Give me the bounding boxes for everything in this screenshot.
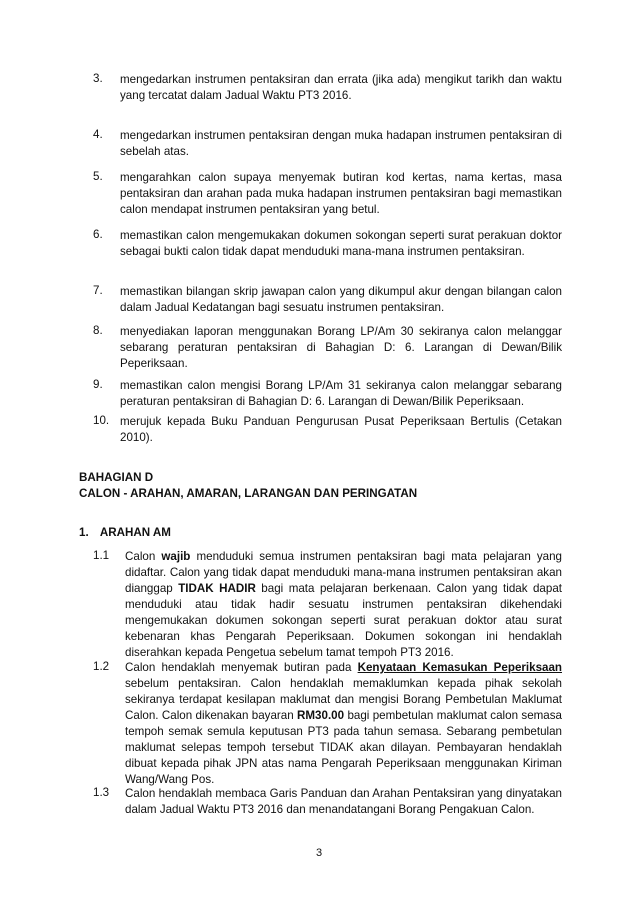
- list-number: 10.: [93, 414, 110, 427]
- list-text: menyediakan laporan menggunakan Borang LP/Am 30 sekiranya calon melanggar sebarang peraturan pentaksiran di Bahagian D: 6. Larangan di Dewan/Bilik Peperiksaan.: [120, 325, 562, 370]
- list-number: 9.: [93, 378, 103, 391]
- subsection-label: ARAHAN AM: [99, 526, 171, 539]
- bold-text: RM30.00: [297, 709, 345, 722]
- list-text: memastikan bilangan skrip jawapan calon yang dikumpul akur dengan bilangan calon dalam Jadual Kedatangan bagi sesuatu instrumen pentaksiran.: [120, 285, 562, 314]
- list-text: mengedarkan instrumen pentaksiran dengan muka hadapan instrumen pentaksiran di sebelah atas.: [120, 129, 562, 158]
- list-number: 8.: [93, 324, 103, 337]
- list-number: 6.: [93, 228, 103, 241]
- sub-item-number: 1.2: [93, 660, 110, 673]
- bold-text: TIDAK HADIR: [178, 582, 256, 595]
- section-heading-line2: CALON - ARAHAN, AMARAN, LARANGAN DAN PERINGATAN: [79, 487, 418, 500]
- text-run: bagi pembetulan maklumat calon semasa tempoh semak semula keputusan PT3 pada tahun semasa. Sebarang pembetulan maklumat selepas tempoh tersebut TIDAK akan dilayan. Pembayaran hendaklah dibuat kepada pihak JPN atas nama Pengarah Peperiksaan menggunakan Kiriman Wang/Wang Pos.: [125, 709, 562, 786]
- subsection-title: [79, 526, 171, 539]
- list-text: memastikan calon mengisi Borang LP/Am 31 sekiranya calon melanggar sebarang peraturan pentaksiran di Bahagian D: 6. Larangan di Dewan/Bilik Peperiksaan.: [120, 379, 562, 408]
- list-number: 5.: [93, 170, 103, 183]
- sub-item-number: 1.3: [93, 786, 110, 799]
- text-run: menduduki semua instrumen pentaksiran bagi mata pelajaran yang didaftar. Calon yang tidak dapat menduduki mana-mana instrumen pentaksiran akan dianggap: [125, 550, 562, 595]
- text-run: bagi mata pelajaran berkenaan. Calon yang tidak dapat menduduki atau tidak hadir sesuatu instrumen pentaksiran dikehendaki mengemukakan dokumen sokongan seperti surat perakuan doktor atau surat kebenaran khas Pengarah Peperiksaan. Dokumen sokongan ini hendaklah diserahkan kepada Pengetua sebelum tamat tempoh PT3 2016.: [125, 582, 563, 659]
- list-number: 7.: [93, 284, 103, 297]
- section-heading: [79, 470, 417, 502]
- subsection-number: 1.: [79, 526, 89, 539]
- list-text: merujuk kepada Buku Panduan Pengurusan Pusat Peperiksaan Bertulis (Cetakan 2010).: [120, 415, 562, 444]
- section-heading-line1: BAHAGIAN D: [79, 471, 154, 484]
- text-run: sebelum pentaksiran. Calon hendaklah memaklumkan kepada pihak sekolah sekiranya terdapat kesilapan maklumat dan mengisi Borang Pembetulan Maklumat Calon. Calon dikenakan bayaran: [125, 677, 562, 722]
- list-text: mengedarkan instrumen pentaksiran dan errata (jika ada) mengikut tarikh dan waktu yang tercatat dalam Jadual Waktu PT3 2016.: [120, 73, 562, 102]
- text-run: Calon: [125, 550, 162, 563]
- list-text: mengarahkan calon supaya menyemak butiran kod kertas, nama kertas, masa pentaksiran dan arahan pada muka hadapan instrumen pentaksiran bagi memastikan calon mendapat instrumen pentaksiran yang betul.: [120, 171, 562, 216]
- text-run: Calon hendaklah menyemak butiran pada: [125, 661, 358, 674]
- sub-item-text: [125, 660, 562, 788]
- list-number: 3.: [93, 72, 103, 85]
- page-number: 3: [315, 847, 323, 859]
- sub-item-number: 1.1: [93, 549, 110, 562]
- list-number: 4.: [93, 128, 103, 141]
- sub-item-text: [125, 549, 562, 661]
- bold-underlined-text: Kenyataan Kemasukan Peperiksaan: [357, 661, 562, 674]
- list-text: memastikan calon mengemukakan dokumen sokongan seperti surat perakuan doktor sebagai bukti calon tidak dapat menduduki mana-mana instrumen pentaksiran.: [120, 229, 562, 258]
- bold-text: wajib: [161, 550, 191, 563]
- sub-item-text: Calon hendaklah membaca Garis Panduan dan Arahan Pentaksiran yang dinyatakan dalam Jadual Waktu PT3 2016 dan menandatangani Borang Pengakuan Calon.: [125, 787, 562, 816]
